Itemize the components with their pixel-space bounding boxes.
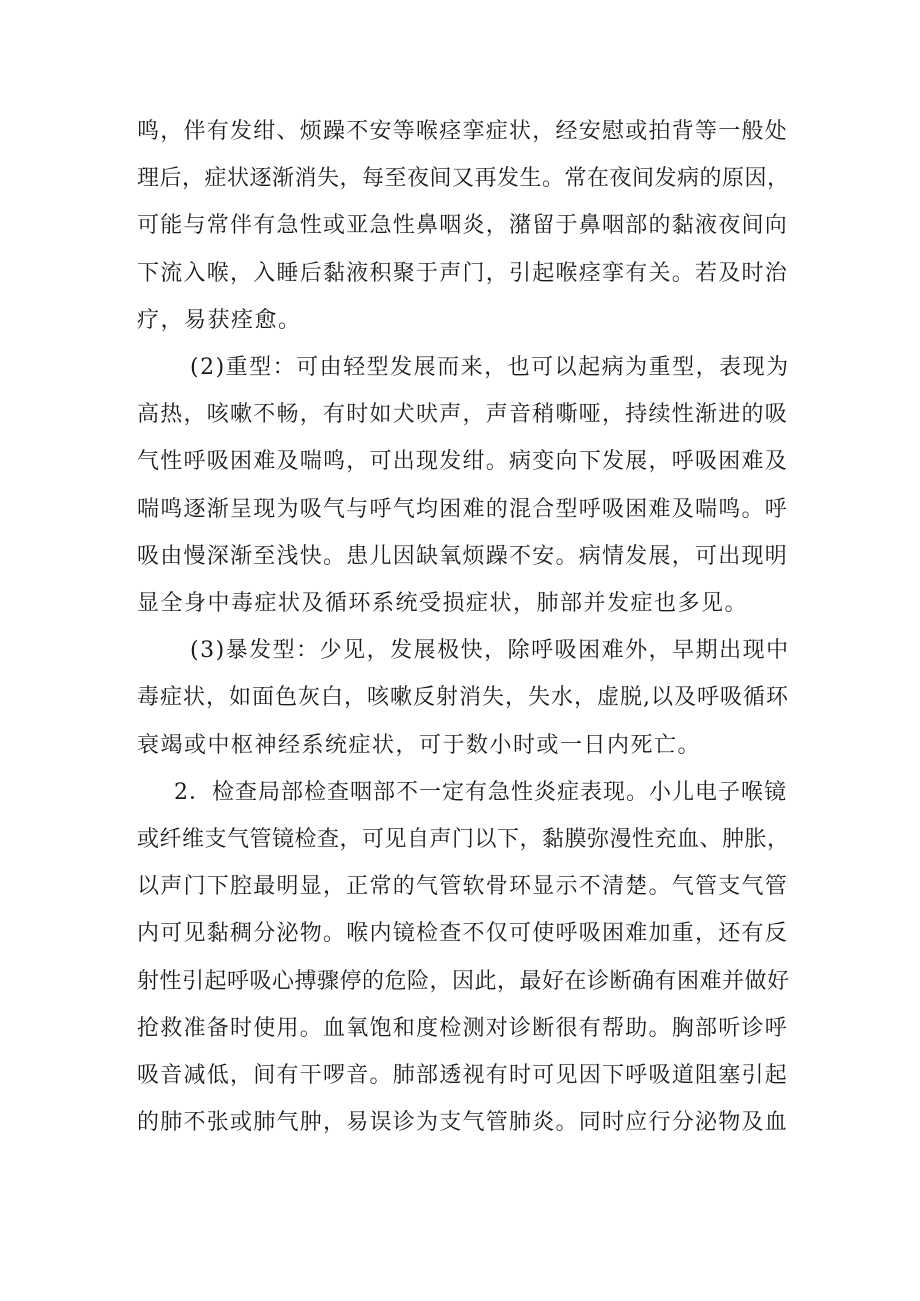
text-line: 或纤维支气管镜检查，可见自声门以下，黏膜弥漫性充血、肿胀， (137, 827, 790, 852)
text-line: 喘鸣逐渐呈现为吸气与呼气均困难的混合型呼吸困难及喘鸣。呼 (137, 497, 789, 522)
text-line: (2)重型：可由轻型发展而来，也可以起病为重型，表现为 (190, 355, 790, 380)
text-line: 吸音减低，间有干啰音。肺部透视有时可见因下呼吸道阻塞引起 (137, 1063, 789, 1088)
text-line: 以声门下腔最明显，正常的气管软骨环显示不清楚。气管支气管 (137, 874, 789, 899)
text-line: 气性呼吸困难及喘鸣，可出现发绀。病变向下发展，呼吸困难及 (137, 449, 789, 474)
text-line: 鸣，伴有发绀、烦躁不安等喉痉挛症状，经安慰或拍背等一般处 (137, 119, 789, 144)
text-line: 2．检查局部检查咽部不一定有急性炎症表现。小儿电子喉镜 (174, 780, 787, 805)
text-line: 疗，易获痊愈。 (137, 308, 302, 333)
text-line: 吸由慢深渐至浅快。患儿因缺氧烦躁不安。病情发展，可出现明 (137, 544, 789, 569)
text-line: 的肺不张或肺气肿，易误诊为支气管肺炎。同时应行分泌物及血 (137, 1110, 789, 1135)
text-line: 高热，咳嗽不畅，有时如犬吠声，声音稍嘶哑，持续性渐进的吸 (137, 402, 789, 427)
text-line: 显全身中毒症状及循环系统受损症状，肺部并发症也多见。 (137, 591, 749, 616)
text-line: 毒症状，如面色灰白，咳嗽反射消失，失水，虚脱,以及呼吸循环 (137, 685, 789, 710)
text-line: 衰竭或中枢神经系统症状，可于数小时或一日内死亡。 (137, 733, 702, 758)
text-line: (3)暴发型：少见，发展极快，除呼吸困难外，早期出现中 (190, 638, 790, 663)
text-line: 抢救准备时使用。血氧饱和度检测对诊断很有帮助。胸部听诊呼 (137, 1016, 789, 1041)
text-line: 可能与常伴有急性或亚急性鼻咽炎，潴留于鼻咽部的黏液夜间向 (137, 213, 789, 238)
text-line: 内可见黏稠分泌物。喉内镜检查不仅可使呼吸困难加重，还有反 (137, 921, 789, 946)
text-line: 理后，症状逐渐消失，每至夜间又再发生。常在夜间发病的原因， (137, 166, 790, 191)
text-line: 下流入喉，入睡后黏液积聚于声门，引起喉痉挛有关。若及时治 (137, 261, 789, 286)
text-line: 射性引起呼吸心搏骤停的危险，因此，最好在诊断确有困难并做好 (137, 969, 790, 994)
